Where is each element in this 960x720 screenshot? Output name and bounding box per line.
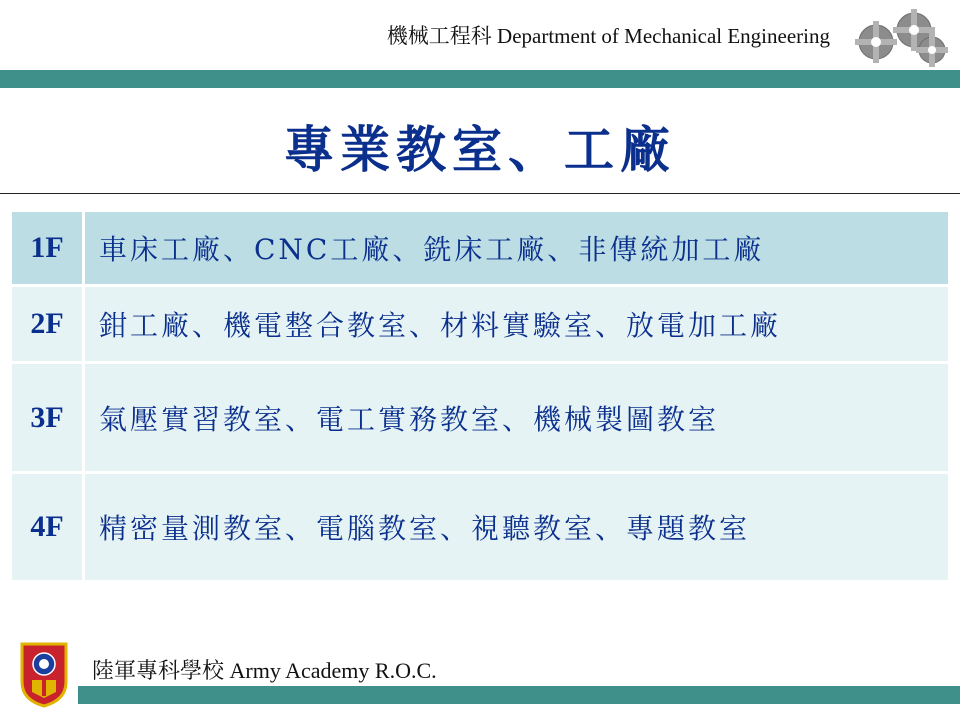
table-row	[12, 474, 948, 583]
table-row	[12, 212, 948, 287]
table-row	[12, 287, 948, 364]
floor-label: 2F	[12, 287, 85, 364]
floor-rooms: 鉗工廠、機電整合教室、材料實驗室、放電加工廠	[85, 287, 948, 364]
table-row	[12, 364, 948, 474]
floor-rooms: 精密量測教室、電腦教室、視聽教室、專題教室	[85, 474, 948, 583]
department-header: 機械工程科 Department of Mechanical Engineering	[386, 24, 830, 48]
army-academy-emblem-icon	[18, 640, 70, 708]
title-divider	[0, 193, 960, 194]
floor-label: 3F	[12, 364, 85, 474]
floor-label: 4F	[12, 474, 85, 583]
floor-label: 1F	[12, 212, 85, 287]
school-name: 陸軍專科學校 Army Academy R.O.C.	[92, 658, 437, 683]
floor-rooms: 車床工廠、CNC工廠、銑床工廠、非傳統加工廠	[85, 212, 948, 287]
bottom-band	[78, 686, 960, 704]
floor-table	[12, 212, 948, 583]
page-title: 專業教室、工廠	[284, 120, 676, 179]
gears-icon	[846, 8, 952, 68]
floor-rooms: 氣壓實習教室、電工實務教室、機械製圖教室	[85, 364, 948, 474]
top-band	[0, 70, 960, 88]
